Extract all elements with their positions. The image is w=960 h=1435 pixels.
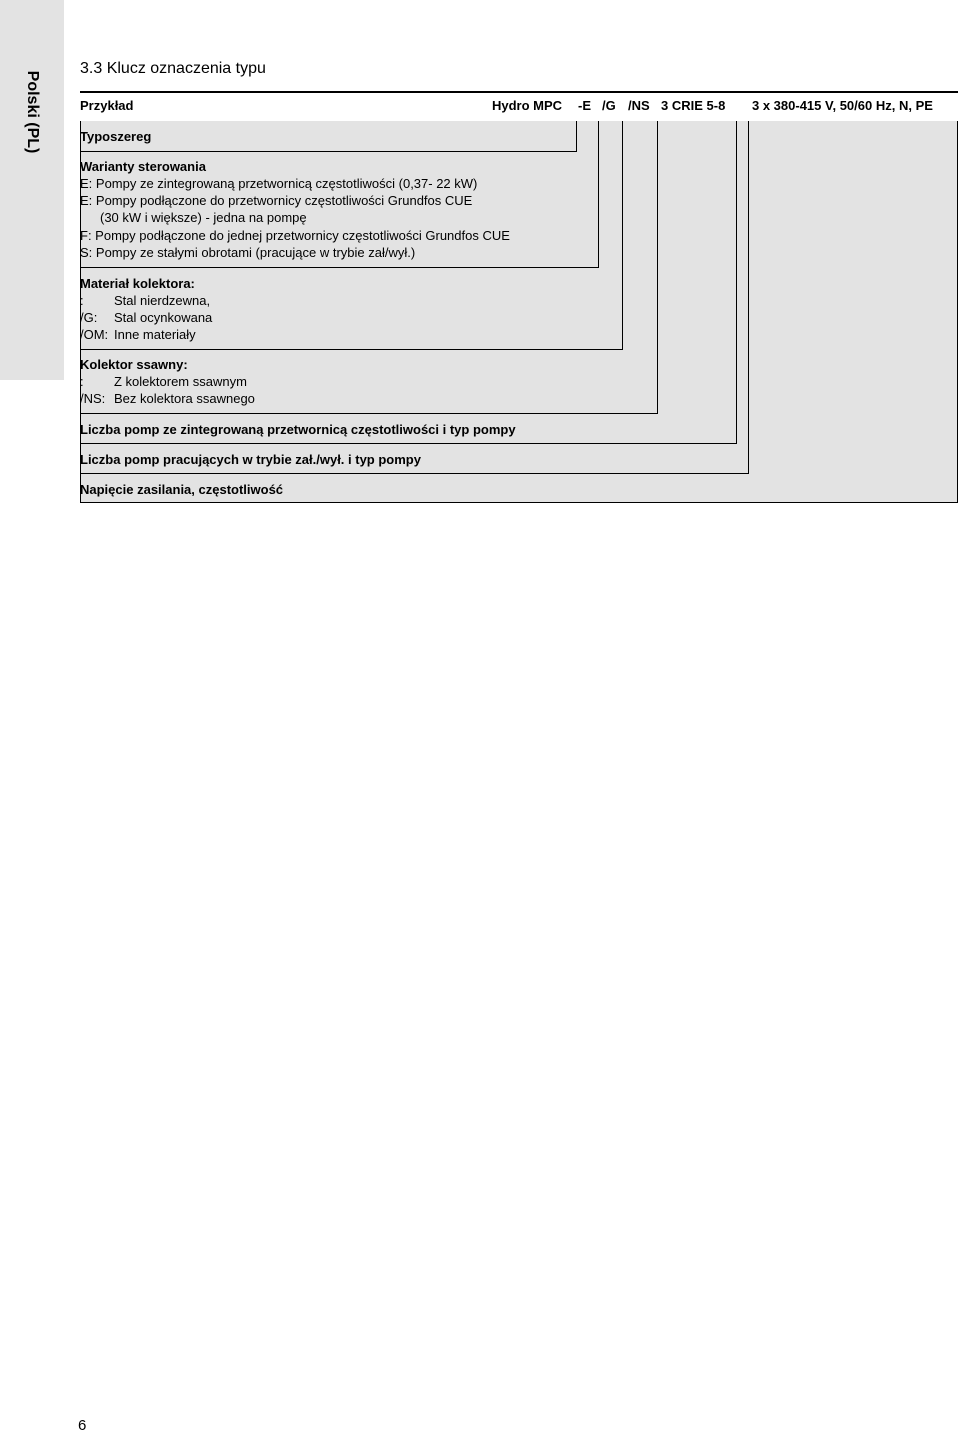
material-code: /G:	[80, 310, 98, 325]
header-rule	[80, 91, 958, 93]
material-text: Stal nierdzewna,	[114, 293, 211, 308]
page-number: 6	[78, 1417, 87, 1434]
material-code: /OM:	[80, 327, 109, 342]
example-part-material: /G	[602, 98, 616, 113]
control-line: (30 kW i większe) - jedna na pompę	[100, 210, 307, 225]
control-line: S: Pompy ze stałymi obrotami (pracujące w trybie zał/wył.)	[80, 245, 416, 260]
suction-text: Bez kolektora ssawnego	[114, 391, 255, 406]
voltage-row: Napięcie zasilania, częstotliwość	[80, 482, 284, 497]
material-item	[80, 326, 196, 343]
language-tab	[0, 0, 64, 380]
suction-text: Z kolektorem ssawnym	[114, 374, 247, 389]
control-title: Warianty sterowania	[80, 159, 206, 174]
example-part-voltage: 3 x 380-415 V, 50/60 Hz, N, PE	[752, 98, 933, 113]
example-part-suction: /NS	[628, 98, 650, 113]
suction-code: /NS:	[80, 391, 106, 406]
control-line: E: Pompy podłączone do przetwornicy częstotliwości Grundfos CUE	[80, 193, 473, 208]
example-part-model: Hydro MPC	[492, 98, 563, 113]
suction-code: :	[80, 374, 84, 389]
control-line: F: Pompy podłączone do jednej przetwornicy częstotliwości Grundfos CUE	[80, 228, 510, 243]
control-line: E: Pompy ze zintegrowaną przetwornicą częstotliwości (0,37- 22 kW)	[80, 176, 478, 191]
material-text: Inne materiały	[114, 327, 196, 342]
example-part-pumps: 3 CRIE 5-8	[661, 98, 726, 113]
material-code: :	[80, 293, 84, 308]
band-series	[80, 120, 577, 152]
material-item	[80, 292, 210, 309]
suction-title: Kolektor ssawny:	[80, 357, 188, 372]
language-tab-label: Polski (PL)	[24, 70, 41, 154]
material-item	[80, 309, 212, 326]
example-label: Przykład	[80, 98, 134, 113]
series-title: Typoszereg	[80, 129, 152, 144]
onoff-pumps-row: Liczba pomp pracujących w trybie zał./wył. i typ pompy	[80, 452, 421, 467]
material-text: Stal ocynkowana	[114, 310, 213, 325]
integrated-pumps-row: Liczba pomp ze zintegrowaną przetwornicą częstotliwości i typ pompy	[80, 422, 516, 437]
material-title: Materiał kolektora:	[80, 276, 195, 291]
section-title: 3.3 Klucz oznaczenia typu	[80, 60, 266, 77]
suction-item	[80, 390, 255, 407]
suction-item	[80, 373, 247, 390]
example-part-control: -E	[578, 98, 591, 113]
